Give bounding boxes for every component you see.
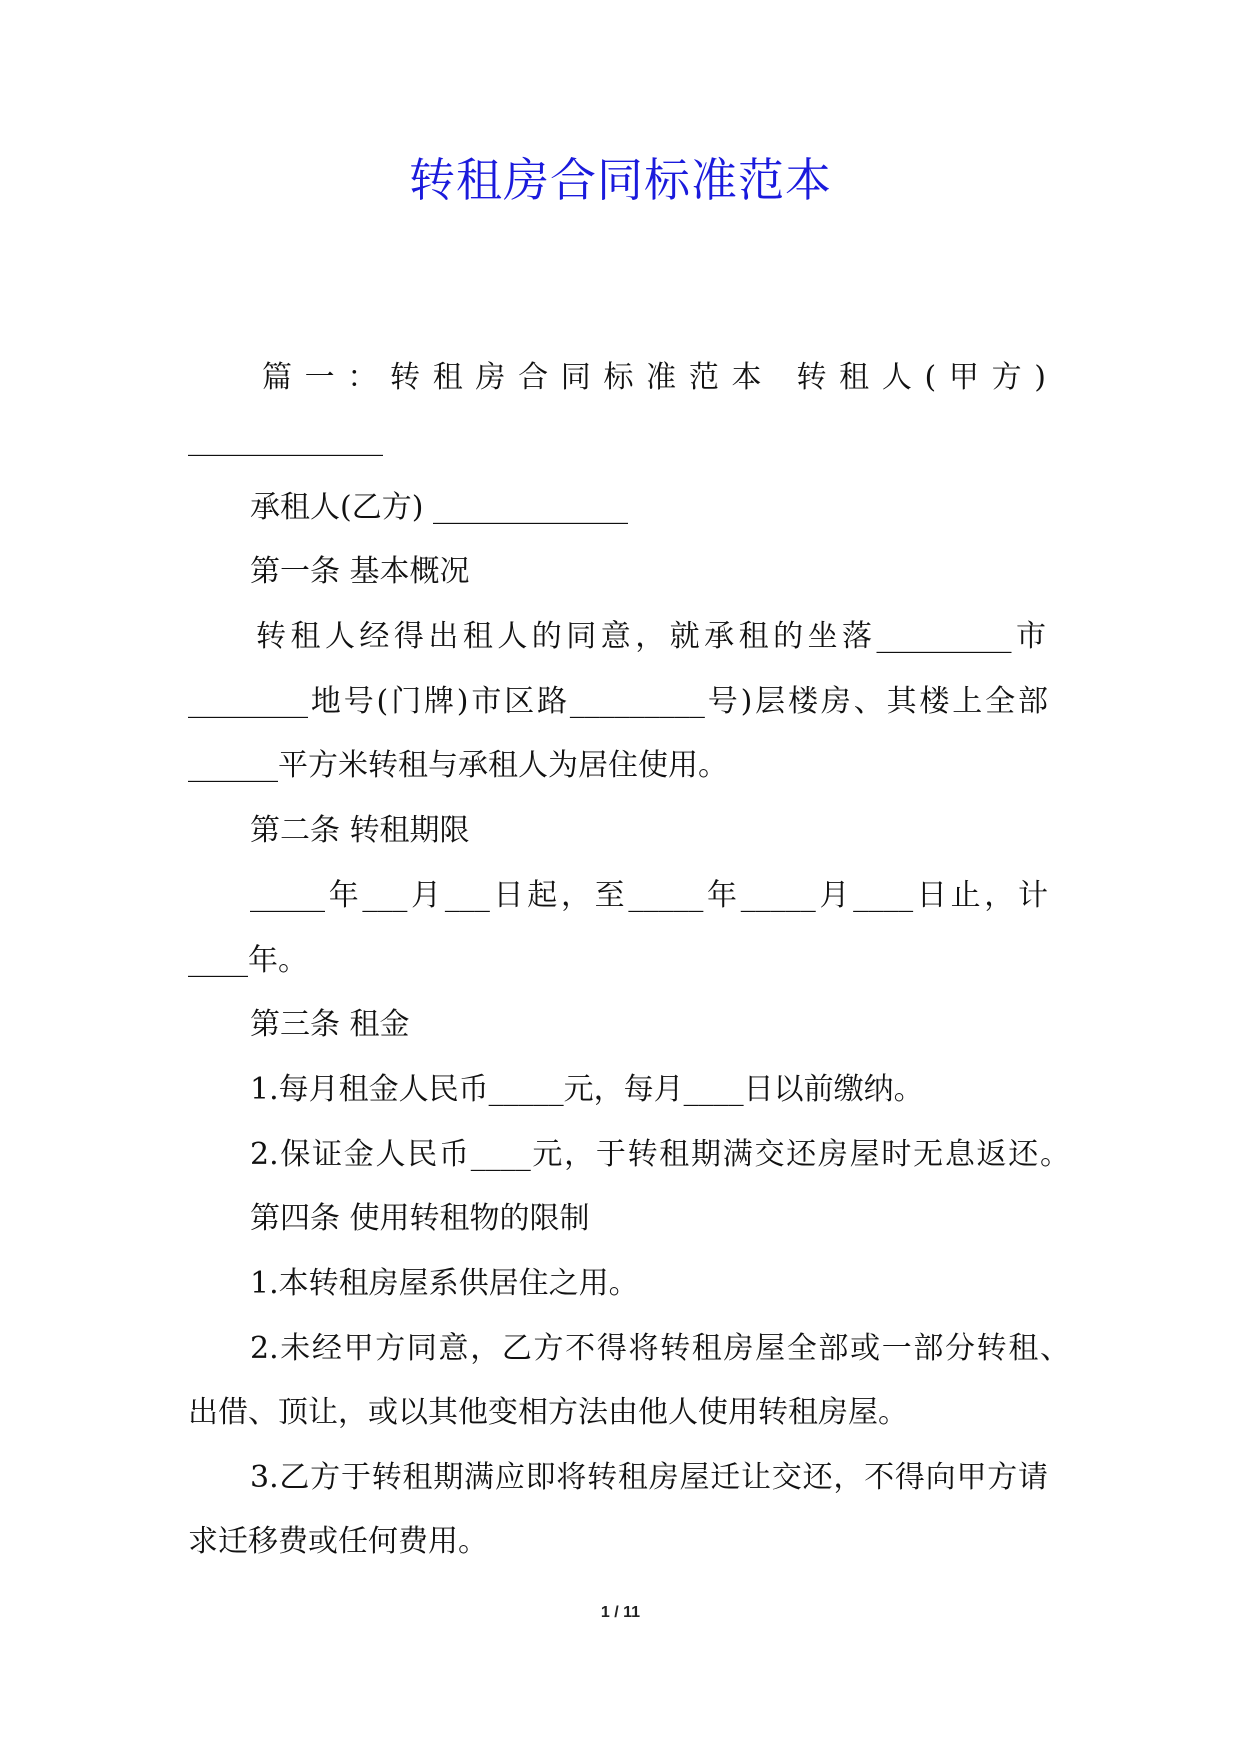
text-line: 1.本转租房屋系供居住之用。 (250, 1266, 639, 1301)
section-heading: 第四条 使用转租物的限制 (250, 1201, 590, 1236)
text-line: 2.保证金人民币____元，于转租期满交还房屋时无息返还。 (250, 1137, 1070, 1172)
text-line: 求迁移费或任何费用。 (188, 1524, 488, 1559)
text-line: 篇一：转租房合同标准范本 转租人(甲方) (262, 360, 1052, 395)
text-line: 1.每月租金人民币_____元，每月____日以前缴纳。 (250, 1072, 924, 1107)
text-line: ______平方米转租与承租人为居住使用。 (188, 748, 728, 783)
text-line: 承租人(乙方) _____________ (250, 490, 628, 525)
page-number: 1 / 11 (600, 1604, 641, 1621)
section-heading: 第二条 转租期限 (250, 813, 470, 848)
text-line: 转租人经得出租人的同意，就承租的坐落_________市 (256, 619, 1046, 654)
text-line: 3.乙方于转租期满应即将转租房屋迁让交还，不得向甲方请 (250, 1460, 1048, 1495)
text-line: _____________ (188, 422, 383, 457)
section-heading: 第三条 租金 (250, 1007, 410, 1042)
text-line: _____年___月___日起，至_____年_____月____日止，计 (250, 878, 1048, 913)
text-line: ____年。 (188, 943, 308, 978)
document-title: 转租房合同标准范本 (409, 153, 832, 207)
text-line: ________地号(门牌)市区路_________号)层楼房、其楼上全部 (188, 684, 1048, 719)
section-heading: 第一条 基本概况 (250, 554, 470, 589)
text-line: 出借、顶让，或以其他变相方法由他人使用转租房屋。 (188, 1395, 908, 1430)
text-line: 2.未经甲方同意，乙方不得将转租房屋全部或一部分转租、 (250, 1331, 1070, 1366)
